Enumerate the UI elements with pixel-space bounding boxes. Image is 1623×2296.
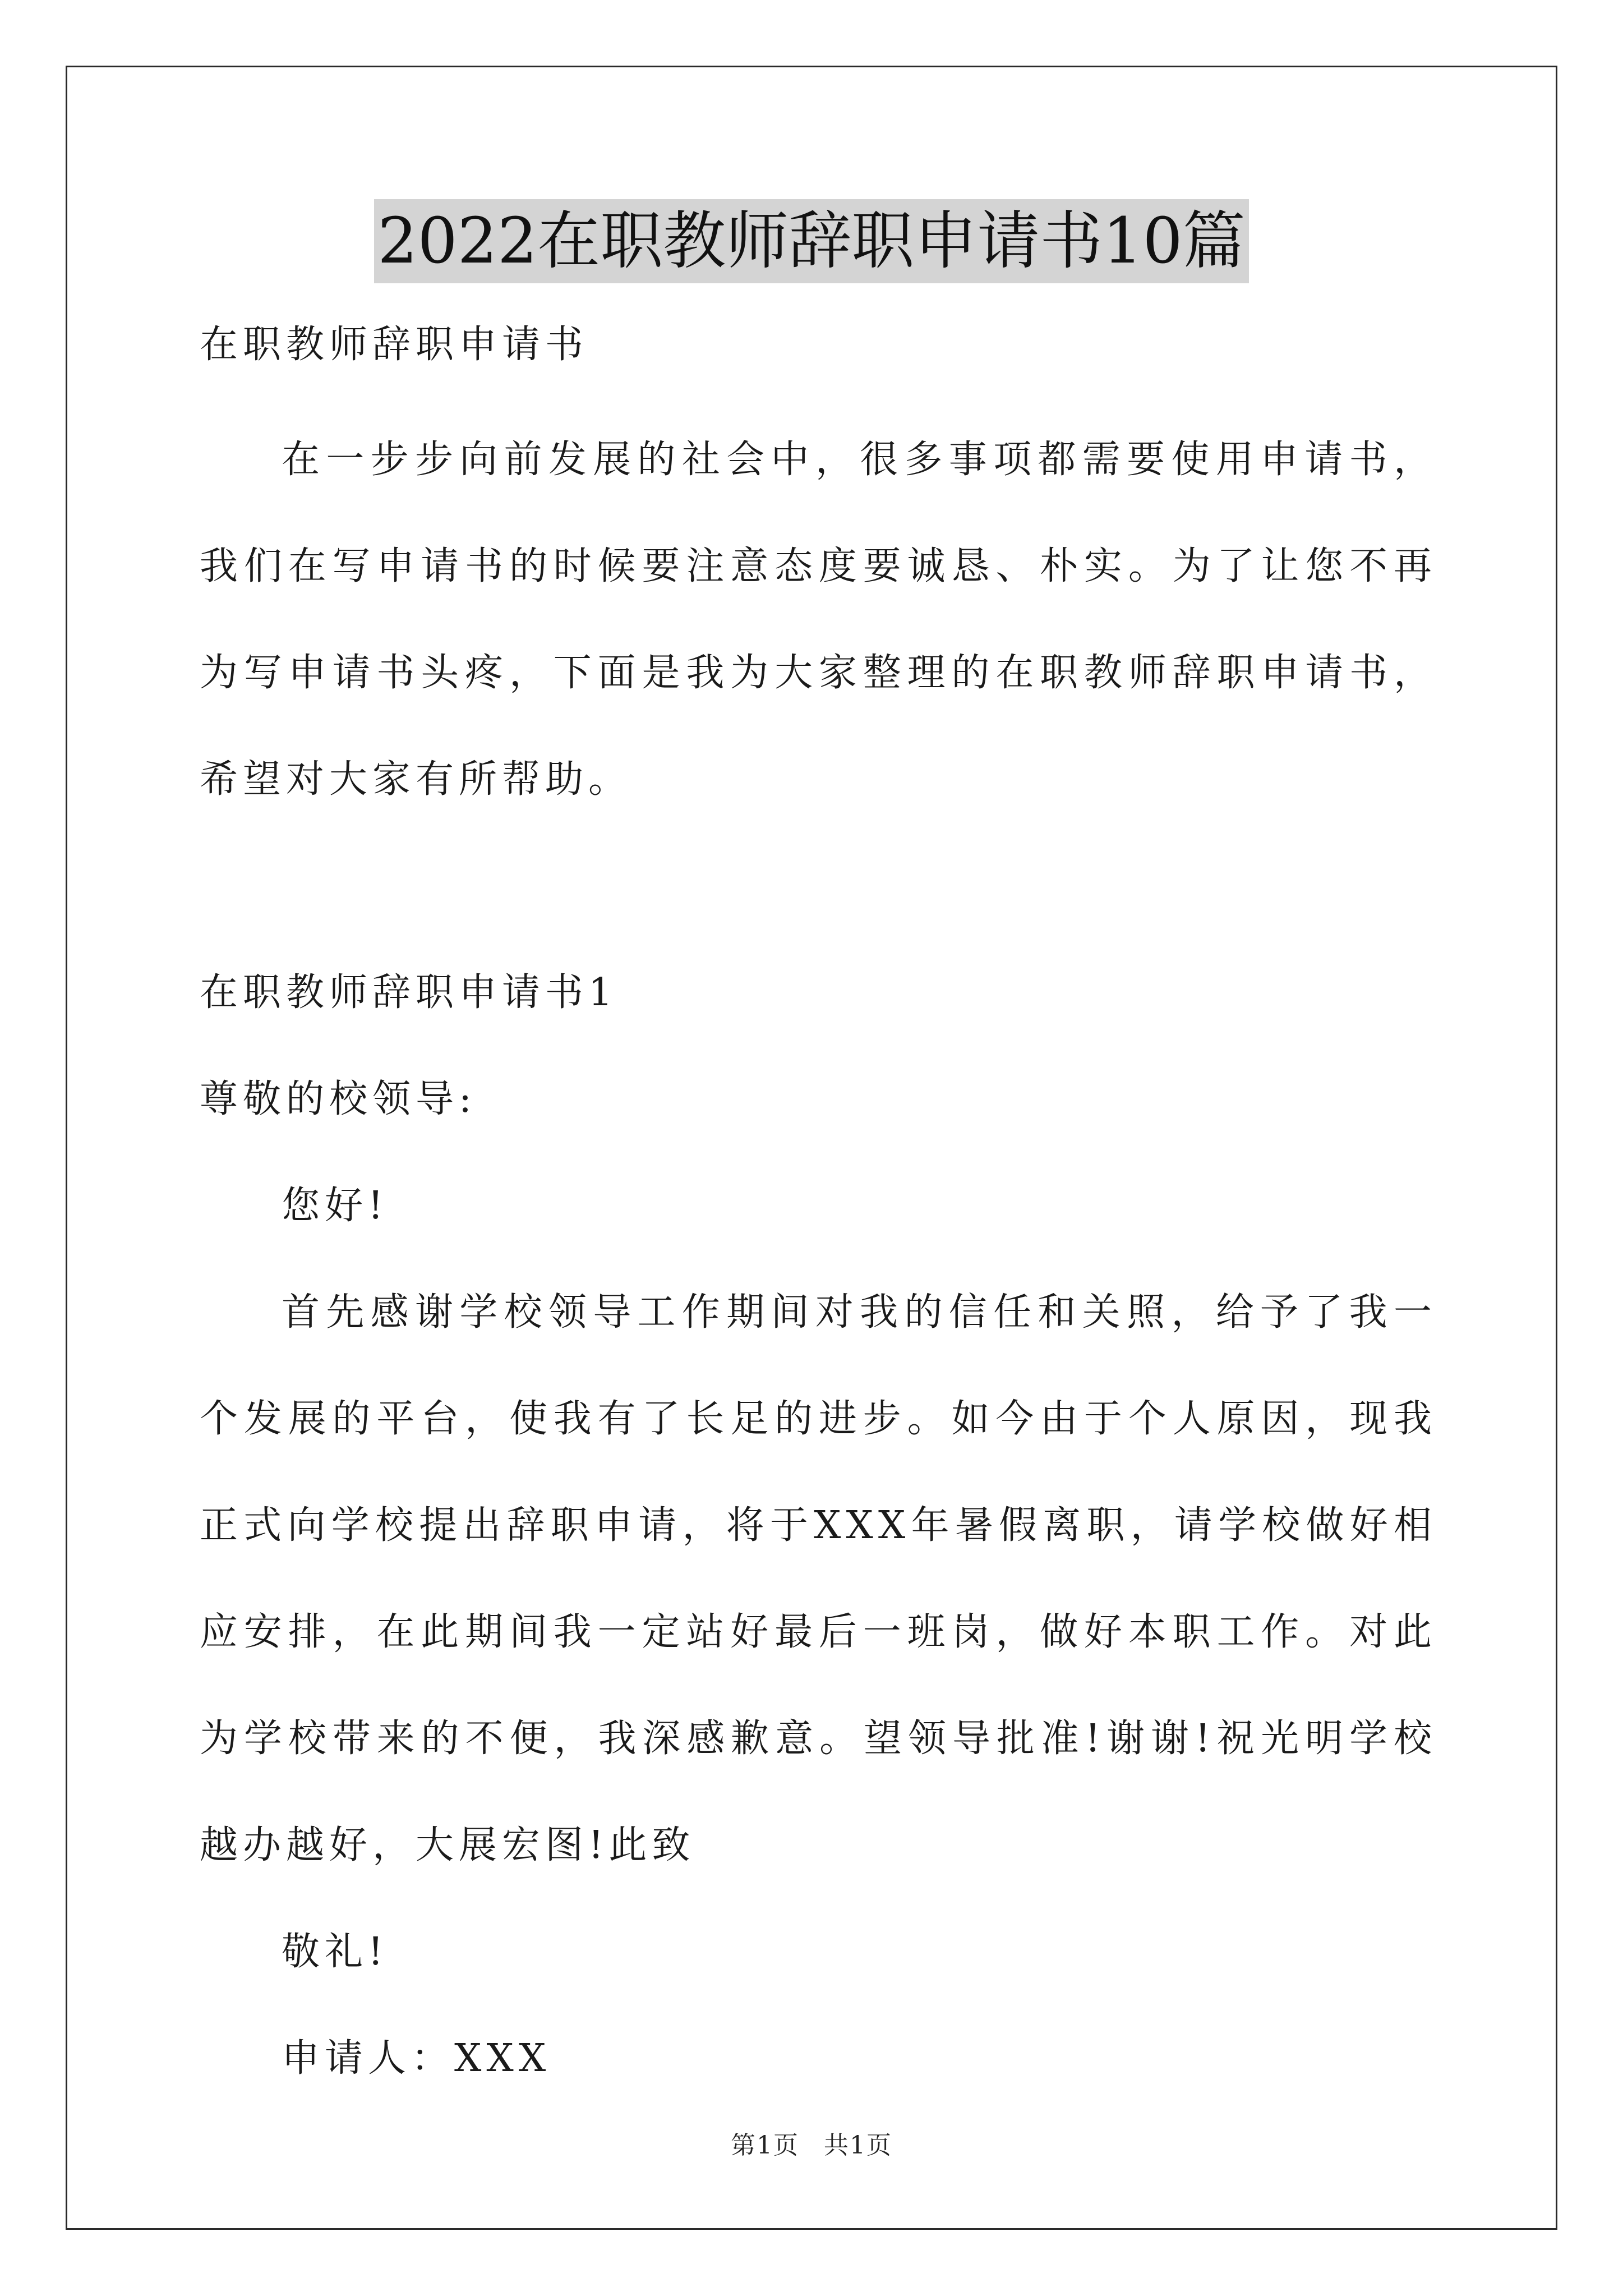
intro-paragraph: 在一步步向前发展的社会中，很多事项都需要使用申请书，我们在写申请书的时候要注意态度要诚恳、朴实。为了让您不再为写申请书头疼，下面是我为大家整理的在职教师辞职申请书，希望对大家有所帮助。 xyxy=(200,438,1437,802)
title-container xyxy=(0,199,1623,283)
document-body xyxy=(200,306,1437,2112)
closing: 敬礼! xyxy=(282,1930,389,1974)
page-total: 共1页 xyxy=(824,2131,892,2160)
section-heading: 在职教师辞职申请书1 xyxy=(200,970,618,1015)
page-number: 第1页 xyxy=(731,2131,799,2160)
page-footer xyxy=(0,2129,1623,2162)
salutation: 尊敬的校领导: xyxy=(200,1077,477,1121)
document-title: 2022在职教师辞职申请书10篇 xyxy=(374,199,1249,283)
intro-heading: 在职教师辞职申请书 xyxy=(200,323,589,367)
body-paragraph: 首先感谢学校领导工作期间对我的信任和关照，给予了我一个发展的平台，使我有了长足的进步。如今由于个人原因，现我正式向学校提出辞职申请，将于XXX年暑假离职，请学校做好相应安排，在此期间我一定站好最后一班岗，做好本职工作。对此为学校带来的不便，我深感歉意。望领导批准!谢谢!祝光明学校越办越好，大展宏图!此致 xyxy=(200,1290,1437,1867)
signature: 申请人：XXX xyxy=(282,2036,551,2081)
greeting: 您好! xyxy=(282,1184,389,1228)
